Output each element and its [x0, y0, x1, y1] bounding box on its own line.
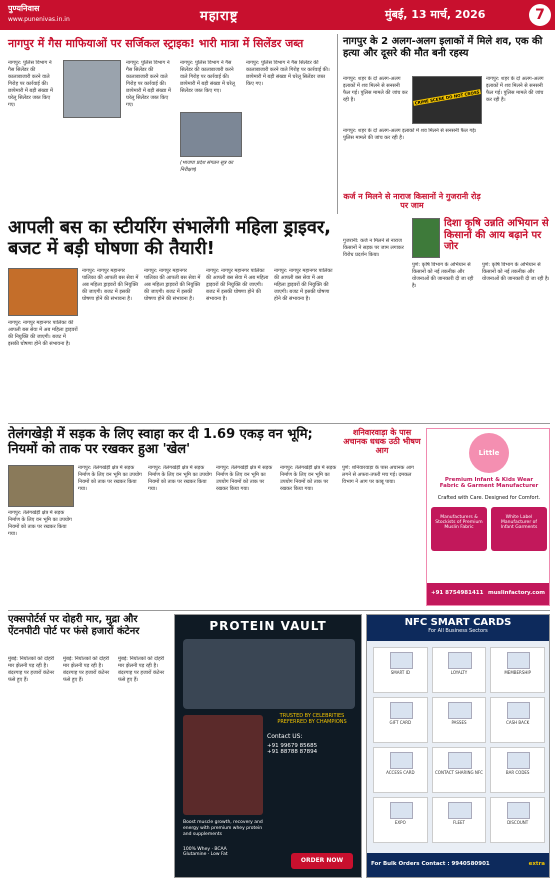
- story2-body-col2: नागपुर: शहर के दो अलग-अलग इलाकों में शव मिलने से सनसनी फैल गई। पुलिस मामले की जांच कर रही है।: [486, 76, 544, 103]
- story6-body-col3: नागपुर: तेलंगखेड़ी क्षेत्र में सड़क निर्माण के लिए वन भूमि का उपयोग नियमों को ताक पर रखकर किया गया।: [148, 465, 212, 492]
- nfc-card-item: GIFT CARD: [373, 697, 428, 743]
- story3-body-col5: नागपुर: नागपुर महानगर पालिका की आपली बस सेवा में अब महिला ड्राइवरों की नियुक्ति की जाएगी। बजट में इसकी घोषणा होने की संभावना है।: [274, 268, 333, 302]
- story6-headline[interactable]: तेलंगखेड़ी में सड़क के लिए स्वाहा कर दी 1.69 एकड़ वन भूमि; नियमों को ताक पर रखकर हुआ 'खेल': [8, 427, 313, 457]
- story1-body: नागपुर: पुलिस विभाग ने गैस सिलेंडर की कालाबाजारी करने वाले गिरोह पर कार्रवाई की। छापेमारी में बड़ी संख्या में घरेलू सिलेंडर जब्त किए गए।: [8, 60, 53, 108]
- pv-order-button[interactable]: ORDER NOW: [291, 853, 353, 869]
- pv-desc: Boost muscle growth, recovery and energy with premium whey protein and supplements: [183, 820, 263, 837]
- nfc-brand: extra: [528, 861, 545, 867]
- nfc-card-item: CONTACT SHARING NFC: [432, 747, 487, 793]
- crime-scene-photo: [412, 76, 482, 124]
- story7-headline[interactable]: शनिवारवाड़ा के पास अचानक धधक उठी भीषण आग: [343, 428, 421, 456]
- lc-sub: Crafted with Care. Designed for Comfort.: [437, 495, 541, 501]
- pv-f3: Glutamine: [183, 852, 207, 857]
- road-photo: [8, 465, 74, 507]
- story5-body: पुणे: कृषि विभाग के अभियान से किसानों को नई तकनीक और योजनाओं की जानकारी दी जा रही है।: [412, 262, 474, 289]
- story1-photo-2: [180, 112, 242, 157]
- nfc-card-item: PASSES: [432, 697, 487, 743]
- story5-photo: [412, 218, 440, 258]
- pv-f2: BCAA: [214, 847, 227, 852]
- story6-body-col4: नागपुर: तेलंगखेड़ी क्षेत्र में सड़क निर्माण के लिए वन भूमि का उपयोग नियमों को ताक पर रखकर किया गया।: [216, 465, 273, 492]
- story5-body-col2: पुणे: कृषि विभाग के अभियान से किसानों को नई तकनीक और योजनाओं की जानकारी दी जा रही है।: [482, 262, 550, 282]
- story7-body: पुणे: शनिवारवाड़ा के पास अचानक आग लगने से अफरा-तफरी मच गई। दमकल विभाग ने आग पर काबू पाया।: [342, 465, 414, 485]
- nfc-smart-cards-ad[interactable]: [366, 614, 550, 878]
- pv-features: 100% Whey · BCAA Glutamine · Low Fat: [183, 847, 228, 857]
- story3-body: नागपुर: नागपुर महानगर पालिका की आपली बस सेवा में अब महिला ड्राइवरों की नियुक्ति की जाएगी। बजट में इसकी घोषणा होने की संभावना है।: [8, 320, 78, 347]
- section-divider-2: [8, 610, 550, 611]
- pv-contact-label: Contact US:: [267, 733, 303, 740]
- story5-headline[interactable]: दिशा कृषि उन्नति अभियान से किसानों की आय बढ़ाने पर जोर: [444, 218, 549, 252]
- story8-body-col3: मुंबई: निर्यातकों को दोहरी मार झेलनी पड़ रही है। बंदरगाह पर हजारों कंटेनर फंसे हुए हैं।: [118, 656, 165, 683]
- lc-tagline: Premium Infant & Kids Wear Fabric & Garment Manufacturer: [439, 477, 539, 489]
- little-candy-ad[interactable]: [426, 428, 550, 606]
- pv-phones[interactable]: +91 99679 85685 +91 88788 87894: [267, 743, 318, 755]
- nfc-sub: For All Business Sectors: [428, 628, 488, 634]
- nfc-card-item: EXPO: [373, 797, 428, 843]
- lc-footer: [427, 583, 549, 605]
- lc-phone[interactable]: +91 8754981411: [431, 590, 484, 596]
- nfc-footer-contact[interactable]: For Bulk Orders Contact : 9940580901: [371, 861, 490, 867]
- section-divider: [8, 423, 550, 424]
- story2-body: नागपुर: शहर के दो अलग-अलग इलाकों में शव मिलने से सनसनी फैल गई। पुलिस मामले की जांच कर रही है।: [343, 76, 408, 103]
- nfc-card-grid: [373, 647, 545, 843]
- story1-body-col3: नागपुर: पुलिस विभाग ने गैस सिलेंडर की कालाबाजारी करने वाले गिरोह पर कार्रवाई की। छापेमारी में बड़ी संख्या में घरेलू सिलेंडर जब्त किए गए।: [180, 60, 235, 94]
- story3-body-col3: नागपुर: नागपुर महानगर पालिका की आपली बस सेवा में अब महिला ड्राइवरों की नियुक्ति की जाएगी। बजट में इसकी घोषणा होने की संभावना है।: [144, 268, 201, 302]
- pv-f1: 100% Whey: [183, 847, 211, 852]
- site-url[interactable]: www.punenivas.in.in: [8, 16, 70, 23]
- story3-body-col2: नागपुर: नागपुर महानगर पालिका की आपली बस सेवा में अब महिला ड्राइवरों की नियुक्ति की जाएगी। बजट में इसकी घोषणा होने की संभावना है।: [82, 268, 139, 302]
- story1-block: [8, 60, 333, 185]
- story8-body-col2: मुंबई: निर्यातकों को दोहरी मार झेलनी पड़ रही है। बंदरगाह पर हजारों कंटेनर फंसे हुए हैं।: [63, 656, 110, 683]
- story6-body-col5: नागपुर: तेलंगखेड़ी क्षेत्र में सड़क निर्माण के लिए वन भूमि का उपयोग नियमों को ताक पर रखकर किया गया।: [280, 465, 337, 492]
- lc-left-box: Manufacturers & Stockists of Premium Muslin Fabric: [431, 507, 487, 551]
- story1-body-col2: नागपुर: पुलिस विभाग ने गैस सिलेंडर की कालाबाजारी करने वाले गिरोह पर कार्रवाई की। छापेमारी में बड़ी संख्या में घरेलू सिलेंडर जब्त किए गए।: [126, 60, 171, 108]
- crime-tape-label: CRIME SCENE DO NOT CROSS: [414, 89, 480, 106]
- nfc-card-item: CASH BACK: [490, 697, 545, 743]
- nfc-card-item: FLEET: [432, 797, 487, 843]
- nfc-card-item: ACCESS CARD: [373, 747, 428, 793]
- pv-product-image: [183, 715, 263, 815]
- lc-right-box: White Label Manufacturer of Infant Garments: [491, 507, 547, 551]
- story2-headline[interactable]: नागपुर के 2 अलग-अलग इलाकों में मिले शव, एक की हत्या और दूसरे की मौत बनी रहस्य: [343, 36, 543, 59]
- story1-body-col4: नागपुर: पुलिस विभाग ने गैस सिलेंडर की कालाबाजारी करने वाले गिरोह पर कार्रवाई की। छापेमारी में बड़ी संख्या में घरेलू सिलेंडर जब्त किए गए।: [246, 60, 330, 87]
- story8-body: मुंबई: निर्यातकों को दोहरी मार झेलनी पड़ रही है। बंदरगाह पर हजारों कंटेनर फंसे हुए हैं।: [8, 656, 55, 683]
- story1-caption: (भाजपा प्रदेश संगठन सूत्र का निरीक्षण): [180, 160, 234, 173]
- section-title: महाराष्ट्र: [200, 9, 239, 24]
- page-number: 7: [529, 4, 551, 26]
- nfc-card-item: DISCOUNT: [490, 797, 545, 843]
- pv-athlete-image: [183, 639, 355, 709]
- brand-name: पुण्यनिवास: [8, 4, 40, 13]
- story6-body-col2: नागपुर: तेलंगखेड़ी क्षेत्र में सड़क निर्माण के लिए वन भूमि का उपयोग नियमों को ताक पर रखकर किया गया।: [78, 465, 142, 492]
- little-candy-logo: Little Candy: [469, 433, 509, 473]
- bus-photo: [8, 268, 78, 316]
- nfc-card-item: BAR CODES: [490, 747, 545, 793]
- pv-brand: PROTEIN VAULT: [209, 619, 327, 633]
- protein-vault-ad[interactable]: [174, 614, 362, 878]
- story3-headline[interactable]: आपली बस का स्टीयरिंग संभालेंगी महिला ड्राइवर, बजट में बड़ी घोषणा की तैयारी!: [8, 217, 332, 259]
- story4-headline[interactable]: कर्ज न मिलने से नाराज किसानों ने गुजरानी रोड़ पर जाम: [343, 192, 481, 211]
- nfc-footer: [367, 853, 549, 877]
- story1-photo-1: [63, 60, 121, 118]
- story2-body-col3: नागपुर: शहर के दो अलग-अलग इलाकों में शव मिलने से सनसनी फैल गई। पुलिस मामले की जांच कर रही है।: [343, 128, 477, 141]
- nfc-card-item: LOYALTY: [432, 647, 487, 693]
- nfc-header: [367, 615, 549, 641]
- nfc-card-item: SMART ID: [373, 647, 428, 693]
- edition-date: मुंबई, 13 मार्च, 2026: [385, 8, 486, 21]
- column-divider: [337, 34, 338, 214]
- pv-trust: TRUSTED BY CELEBRITIES PREFERRED BY CHAMPIONS: [277, 713, 347, 725]
- story1-headline[interactable]: नागपुर में गैस माफियाओं पर सर्जिकल स्ट्राइक! भारी मात्रा में सिलेंडर जब्त: [8, 37, 304, 50]
- nfc-card-item: MEMBERSHIP: [490, 647, 545, 693]
- story6-body: नागपुर: तेलंगखेड़ी क्षेत्र में सड़क निर्माण के लिए वन भूमि का उपयोग नियमों को ताक पर रखकर किया गया।: [8, 510, 72, 537]
- story8-headline[interactable]: एक्सपोर्टर्स पर दोहरी मार, मुद्रा और ऐंटनपीटी पोर्ट पर फंसे हजारों कंटेनर: [8, 614, 140, 637]
- story3-body-col4: नागपुर: नागपुर महानगर पालिका की आपली बस सेवा में अब महिला ड्राइवरों की नियुक्ति की जाएगी। बजट में इसकी घोषणा होने की संभावना है।: [206, 268, 269, 302]
- masthead: [0, 0, 555, 30]
- nfc-title: NFC SMART CARDS: [404, 617, 512, 628]
- story4-body: गुजरानी: कर्ज न मिलने से नाराज किसानों ने सड़क पर जाम लगाकर विरोध प्रदर्शन किया।: [343, 238, 404, 258]
- pv-f4: Low Fat: [210, 852, 228, 857]
- lc-web[interactable]: muslinfactory.com: [487, 590, 545, 596]
